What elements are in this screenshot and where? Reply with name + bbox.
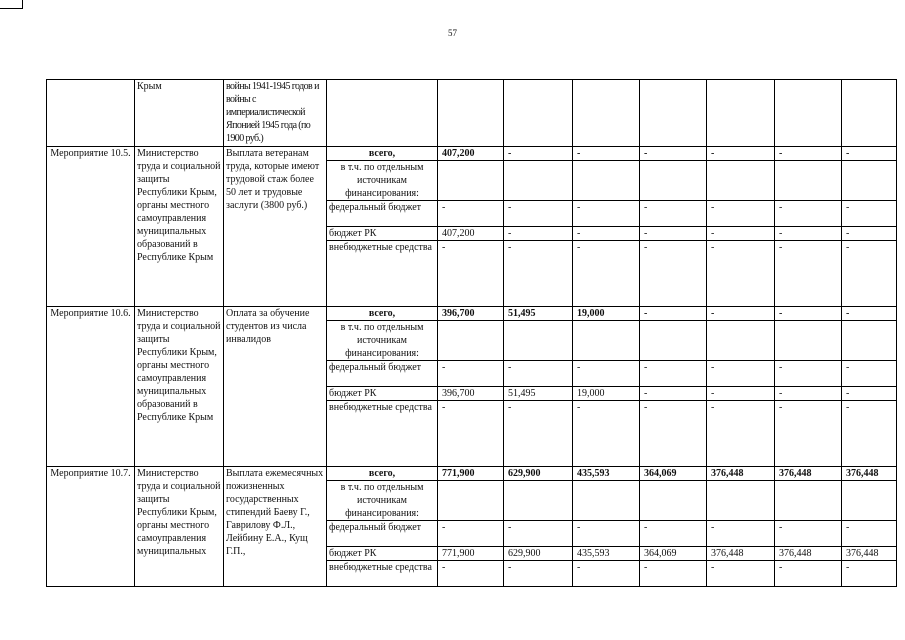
- scan-corner-mark: [0, 0, 23, 9]
- empty-cell: [640, 80, 707, 147]
- value-cell: -: [775, 147, 842, 161]
- value-cell: [640, 481, 707, 521]
- value-cell: -: [842, 307, 897, 321]
- source-label: в т.ч. по отдельным источникам финансирования:: [327, 321, 438, 361]
- value-cell: [775, 161, 842, 201]
- value-cell: -: [573, 361, 640, 387]
- value-cell: -: [504, 227, 573, 241]
- value-cell: 407,200: [438, 227, 504, 241]
- source-label: всего,: [327, 467, 438, 481]
- value-cell: 396,700: [438, 307, 504, 321]
- value-cell: 376,448: [842, 467, 897, 481]
- value-cell: 364,069: [640, 467, 707, 481]
- value-cell: -: [775, 561, 842, 587]
- value-cell: [573, 161, 640, 201]
- value-cell: -: [842, 361, 897, 387]
- source-label: бюджет РК: [327, 547, 438, 561]
- value-cell: -: [842, 201, 897, 227]
- value-cell: -: [775, 227, 842, 241]
- value-cell: -: [707, 561, 775, 587]
- value-cell: -: [775, 401, 842, 467]
- page-number: 57: [448, 28, 457, 38]
- executor-cell: Министерство труда и социальной защиты Республики Крым, органы местного самоуправления муниципальных образований в Республике Крым: [135, 147, 224, 307]
- value-cell: -: [504, 241, 573, 307]
- value-cell: [707, 481, 775, 521]
- source-label: внебюджетные средства: [327, 241, 438, 307]
- value-cell: -: [438, 241, 504, 307]
- description-cell: войны 1941-1945 годов и войны с империалистической Японией 1945 года (по 1900 руб.): [224, 80, 327, 147]
- value-cell: -: [640, 307, 707, 321]
- value-cell: -: [504, 361, 573, 387]
- value-cell: -: [573, 241, 640, 307]
- value-cell: -: [707, 201, 775, 227]
- table-body: [47, 80, 897, 587]
- value-cell: -: [842, 521, 897, 547]
- value-cell: 629,900: [504, 547, 573, 561]
- value-cell: -: [775, 241, 842, 307]
- table-row: [47, 80, 897, 147]
- value-cell: -: [573, 561, 640, 587]
- value-cell: -: [640, 561, 707, 587]
- value-cell: -: [707, 307, 775, 321]
- value-cell: -: [504, 147, 573, 161]
- value-cell: 376,448: [707, 467, 775, 481]
- value-cell: -: [707, 227, 775, 241]
- value-cell: -: [504, 521, 573, 547]
- source-label: в т.ч. по отдельным источникам финансирования:: [327, 481, 438, 521]
- table-row: [47, 147, 897, 161]
- value-cell: -: [842, 147, 897, 161]
- value-cell: 376,448: [707, 547, 775, 561]
- executor-cell: Крым: [135, 80, 224, 147]
- value-cell: 19,000: [573, 307, 640, 321]
- event-cell: [47, 80, 135, 147]
- value-cell: -: [842, 561, 897, 587]
- value-cell: [640, 161, 707, 201]
- value-cell: 376,448: [775, 467, 842, 481]
- value-cell: -: [573, 147, 640, 161]
- table-row: [47, 467, 897, 481]
- value-cell: -: [640, 227, 707, 241]
- value-cell: -: [640, 401, 707, 467]
- value-cell: -: [573, 201, 640, 227]
- value-cell: -: [842, 387, 897, 401]
- value-cell: -: [707, 147, 775, 161]
- value-cell: -: [438, 521, 504, 547]
- value-cell: -: [842, 401, 897, 467]
- empty-cell: [438, 80, 504, 147]
- empty-cell: [504, 80, 573, 147]
- value-cell: -: [438, 401, 504, 467]
- value-cell: [438, 161, 504, 201]
- value-cell: -: [707, 401, 775, 467]
- source-label: в т.ч. по отдельным источникам финансирования:: [327, 161, 438, 201]
- value-cell: 771,900: [438, 547, 504, 561]
- value-cell: 435,593: [573, 467, 640, 481]
- value-cell: -: [775, 387, 842, 401]
- value-cell: -: [504, 401, 573, 467]
- value-cell: -: [775, 307, 842, 321]
- table-row: [47, 307, 897, 321]
- value-cell: [775, 321, 842, 361]
- value-cell: -: [504, 201, 573, 227]
- value-cell: 19,000: [573, 387, 640, 401]
- event-cell: Мероприятие 10.5.: [47, 147, 135, 307]
- value-cell: 629,900: [504, 467, 573, 481]
- value-cell: [707, 161, 775, 201]
- value-cell: -: [573, 401, 640, 467]
- value-cell: -: [640, 361, 707, 387]
- executor-cell: Министерство труда и социальной защиты Республики Крым, органы местного самоуправления муниципальных: [135, 467, 224, 587]
- source-label: федеральный бюджет: [327, 201, 438, 227]
- value-cell: [438, 481, 504, 521]
- value-cell: [573, 481, 640, 521]
- value-cell: -: [438, 361, 504, 387]
- value-cell: [640, 321, 707, 361]
- value-cell: [504, 321, 573, 361]
- value-cell: -: [775, 201, 842, 227]
- description-cell: Выплата ветеранам труда, которые имеют трудовой стаж более 50 лет и трудовые заслуги (3800 руб.): [224, 147, 327, 307]
- source-label: федеральный бюджет: [327, 361, 438, 387]
- value-cell: [842, 481, 897, 521]
- empty-cell: [327, 80, 438, 147]
- value-cell: -: [640, 241, 707, 307]
- source-label: всего,: [327, 307, 438, 321]
- source-label: внебюджетные средства: [327, 401, 438, 467]
- value-cell: -: [842, 227, 897, 241]
- empty-cell: [775, 80, 842, 147]
- value-cell: [573, 321, 640, 361]
- event-cell: Мероприятие 10.7.: [47, 467, 135, 587]
- value-cell: -: [640, 521, 707, 547]
- value-cell: -: [707, 521, 775, 547]
- event-cell: Мероприятие 10.6.: [47, 307, 135, 467]
- value-cell: [842, 321, 897, 361]
- source-label: всего,: [327, 147, 438, 161]
- empty-cell: [842, 80, 897, 147]
- budget-table: [46, 79, 897, 587]
- value-cell: [775, 481, 842, 521]
- value-cell: 364,069: [640, 547, 707, 561]
- value-cell: [707, 321, 775, 361]
- value-cell: -: [640, 387, 707, 401]
- value-cell: -: [640, 147, 707, 161]
- value-cell: [842, 161, 897, 201]
- source-label: внебюджетные средства: [327, 561, 438, 587]
- source-label: бюджет РК: [327, 227, 438, 241]
- value-cell: -: [640, 201, 707, 227]
- empty-cell: [707, 80, 775, 147]
- value-cell: [504, 161, 573, 201]
- value-cell: -: [707, 387, 775, 401]
- value-cell: 51,495: [504, 307, 573, 321]
- value-cell: -: [842, 241, 897, 307]
- value-cell: 51,495: [504, 387, 573, 401]
- value-cell: -: [573, 227, 640, 241]
- value-cell: [504, 481, 573, 521]
- source-label: бюджет РК: [327, 387, 438, 401]
- executor-cell: Министерство труда и социальной защиты Республики Крым, органы местного самоуправления муниципальных образований в Республике Крым: [135, 307, 224, 467]
- value-cell: [438, 321, 504, 361]
- description-cell: Выплата ежемесячных пожизненных государственных стипендий Баеву Г., Гаврилову Ф.Л., Лейбину Е.А., Кущ Г.П.,: [224, 467, 327, 587]
- value-cell: 396,700: [438, 387, 504, 401]
- value-cell: -: [438, 561, 504, 587]
- value-cell: 407,200: [438, 147, 504, 161]
- value-cell: -: [707, 241, 775, 307]
- description-cell: Оплата за обучение студентов из числа инвалидов: [224, 307, 327, 467]
- value-cell: -: [775, 521, 842, 547]
- value-cell: 376,448: [775, 547, 842, 561]
- value-cell: -: [573, 521, 640, 547]
- value-cell: -: [707, 361, 775, 387]
- source-label: федеральный бюджет: [327, 521, 438, 547]
- value-cell: -: [504, 561, 573, 587]
- value-cell: 376,448: [842, 547, 897, 561]
- value-cell: -: [438, 201, 504, 227]
- value-cell: -: [775, 361, 842, 387]
- empty-cell: [573, 80, 640, 147]
- value-cell: 771,900: [438, 467, 504, 481]
- value-cell: 435,593: [573, 547, 640, 561]
